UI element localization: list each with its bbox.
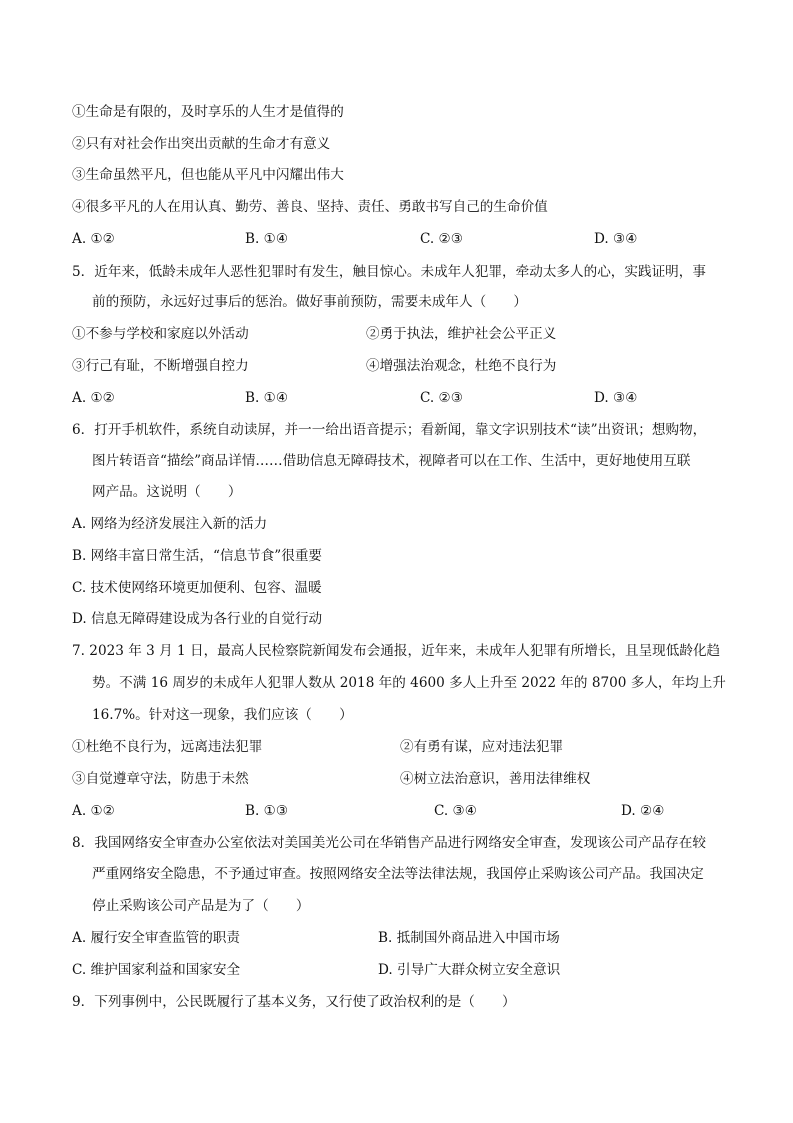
q5-stem-line-2: 前的预防，永远好过事后的惩治。做好事前预防，需要未成年人（ ） [92, 294, 527, 310]
q4-item-3: ③生命虽然平凡，但也能从平凡中闪耀出伟大 [72, 167, 344, 183]
q8-stem-line-3: 停止采购该公司产品是为了（ ） [92, 898, 310, 914]
q7-stem-line-3: 16.7%。针对这一现象，我们应该（ ） [92, 707, 353, 723]
q8-stem-line-2: 严重网络安全隐患，不予通过审查。按照网络安全法等法律法规，我国停止采购该公司产品。我国决定 [92, 866, 704, 882]
q8-option-c: C. 维护国家利益和国家安全 [72, 962, 241, 978]
q7-item-2: ②有勇有谋，应对违法犯罪 [400, 739, 564, 755]
q5-option-d: D. ③④ [594, 390, 638, 406]
q6-option-b: B. 网络丰富日常生活，“信息节食”很重要 [72, 548, 323, 564]
q7-option-a: A. ①② [72, 803, 115, 819]
q8-option-b: B. 抵制国外商品进入中国市场 [378, 930, 560, 946]
q9-stem-line-1: 9．下列事例中，公民既履行了基本义务，又行使了政治权利的是（ ） [72, 994, 516, 1010]
q5-option-b: B. ①④ [245, 390, 289, 406]
q5-stem-line-1: 5．近年来，低龄未成年人恶性犯罪时有发生，触目惊心。未成年人犯罪，牵动太多人的心，实践证明，事 [72, 264, 706, 280]
q7-stem-line-1: 7. 2023 年 3 月 1 日，最高人民检察院新闻发布会通报，近年来，未成年人犯罪有所增长，且呈现低龄化趋 [72, 643, 721, 659]
q5-item-1: ①不参与学校和家庭以外活动 [72, 326, 249, 342]
q7-option-c: C. ③④ [434, 803, 477, 819]
q7-option-d: D. ②④ [621, 803, 665, 819]
q6-option-d: D. 信息无障碍建设成为各行业的自觉行动 [72, 611, 323, 627]
q4-option-c: C. ②③ [420, 231, 463, 247]
q4-item-2: ②只有对社会作出突出贡献的生命才有意义 [72, 136, 331, 152]
q8-option-d: D. 引导广大群众树立安全意识 [378, 962, 561, 978]
q4-option-d: D. ③④ [594, 231, 638, 247]
q6-stem-line-2: 图片转语音“描绘”商品详情……借助信息无障碍技术，视障者可以在工作、生活中，更好地使用互联 [92, 453, 691, 469]
q6-option-c: C. 技术使网络环境更加便利、包容、温暖 [72, 580, 322, 596]
q5-option-a: A. ①② [72, 390, 115, 406]
q5-option-c: C. ②③ [420, 390, 463, 406]
q5-item-3: ③行己有耻，不断增强自控力 [72, 358, 249, 374]
q4-item-4: ④很多平凡的人在用认真、勤劳、善良、坚持、责任、勇敢书写自己的生命价值 [72, 199, 548, 215]
q4-option-b: B. ①④ [245, 231, 289, 247]
q5-item-2: ②勇于执法，维护社会公平正义 [366, 326, 557, 342]
q6-stem-line-3: 网产品。这说明（ ） [92, 484, 242, 500]
q8-stem-line-1: 8．我国网络安全审查办公室依法对美国美光公司在华销售产品进行网络安全审查，发现该公司产品存在较 [72, 835, 706, 851]
q6-stem-line-1: 6．打开手机软件，系统自动读屏，并一一给出语音提示；看新闻，靠文字识别技术“读”出资讯；想购物， [72, 422, 707, 438]
q4-option-a: A. ①② [72, 231, 115, 247]
q7-item-1: ①杜绝不良行为，远离违法犯罪 [72, 739, 263, 755]
q7-option-b: B. ①③ [245, 803, 289, 819]
q5-item-4: ④增强法治观念，杜绝不良行为 [366, 358, 557, 374]
q7-item-4: ④树立法治意识，善用法律维权 [400, 771, 591, 787]
q7-stem-line-2: 势。不满 16 周岁的未成年人犯罪人数从 2018 年的 4600 多人上升至 2022 年的 8700 多人，年均上升 [92, 675, 726, 691]
q8-option-a: A. 履行安全审查监管的职责 [72, 930, 240, 946]
q6-option-a: A. 网络为经济发展注入新的活力 [72, 516, 268, 532]
q4-item-1: ①生命是有限的，及时享乐的人生才是值得的 [72, 104, 344, 120]
q7-item-3: ③自觉遵章守法，防患于未然 [72, 771, 249, 787]
